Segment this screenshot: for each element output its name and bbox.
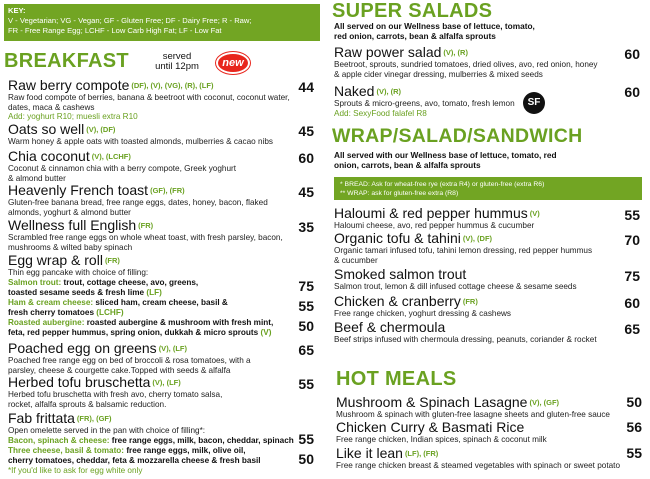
item-price: 50 (626, 394, 642, 410)
option-text: free range eggs, milk, olive oil, (126, 445, 246, 455)
option-text: fresh cherry tomatoes (8, 307, 95, 317)
item-name: Smoked salmon trout (334, 266, 467, 282)
menu-item (8, 253, 300, 338)
item-price: 60 (624, 46, 640, 62)
key-title: KEY: (8, 6, 26, 15)
item-desc: Mushroom & spinach with gluten-free lasagne sheets and gluten-free sauce (336, 410, 610, 419)
menu-item (8, 122, 293, 147)
item-price: 56 (626, 419, 642, 435)
item-price: 50 (298, 451, 314, 467)
item-price: 60 (624, 84, 640, 100)
item-tags: (LF), (FR) (404, 449, 439, 458)
super-salads-title: SUPER SALADS (332, 0, 493, 22)
item-desc: Scrambled free range eggs on whole wheat toast, with fresh parsley, bacon, (8, 233, 283, 242)
item-name: Fab frittata (8, 410, 75, 426)
item-name: Raw power salad (334, 44, 442, 60)
item-tags: (V), (LF) (158, 344, 188, 353)
option-label: Bacon, spinach & cheese: (8, 435, 110, 445)
item-tags: (V), (R) (376, 87, 402, 96)
served-note (145, 52, 209, 72)
menu-item (8, 183, 293, 217)
item-desc: Raw food compote of berries, banana & beetroot with coconut, coconut water, (8, 93, 290, 102)
option-line (8, 308, 300, 318)
item-tags: (V), (DF) (86, 125, 116, 134)
item-tags: (FR), (GF) (76, 414, 112, 423)
intro-line: All served with our Wellness base of lettuce, tomato, red (334, 150, 557, 160)
item-tags: (FR) (462, 297, 478, 306)
item-desc: rocket, alfalfa sprouts & balsamic reduction. (8, 399, 167, 409)
option-text: cherry tomatoes, cheddar, feta & mozzarella cheese & fresh basil (8, 455, 261, 465)
item-name: Beef & chermoula (334, 319, 446, 335)
option-line (8, 278, 300, 288)
sexyfood-logo: SF (523, 92, 545, 114)
menu-key (4, 4, 320, 41)
item-desc: & apple cider vinegar dressing, mulberries & mixed seeds (334, 69, 543, 79)
item-price: 45 (298, 123, 314, 139)
super-salads-intro (334, 21, 634, 41)
item-price: 55 (626, 445, 642, 461)
item-desc: Warm honey & apple oats with toasted almonds, mulberries & cacao nibs (8, 137, 274, 146)
option-line (8, 456, 300, 466)
item-price: 45 (298, 184, 314, 200)
option-line (8, 318, 300, 328)
frittata-note: *If you'd like to ask for egg white only (8, 465, 143, 475)
option-label: Roasted aubergine: (8, 317, 85, 327)
intro-line: red onion, carrots, bean & alfalfa sprouts (334, 31, 496, 41)
intro-line: All served on our Wellness base of lettuce, tomato, (334, 21, 535, 31)
new-badge: new (216, 52, 250, 74)
item-tags: (V) (529, 209, 540, 218)
item-desc: & cucumber (334, 255, 378, 265)
item-name: Wellness full English (8, 217, 137, 233)
item-add: Add: SexyFood falafel R8 (334, 108, 427, 118)
item-price: 50 (298, 318, 314, 334)
served-line-2: until 12pm (155, 61, 199, 72)
option-text: free range eggs, milk, bacon, cheddar, spinach (111, 435, 294, 445)
item-price: 65 (624, 321, 640, 337)
item-add: Add: yoghurt R10; muesli extra R10 (8, 112, 138, 122)
item-desc: Organic tamari infused tofu, tahini lemon dressing, red pepper hummus (334, 246, 593, 255)
item-desc: Sprouts & micro-greens, avo, tomato, fresh lemon (334, 99, 515, 108)
hot-meals-title: HOT MEALS (336, 368, 457, 390)
option-tag: (V) (260, 327, 272, 337)
breakfast-title: BREAKFAST (4, 50, 129, 72)
item-desc: parsley, cheese & courgette cake.Topped with seeds & alfalfa (8, 365, 231, 375)
item-tags: (V), (R) (443, 48, 468, 57)
item-tags: (DF), (V), (VG), (R), (LF) (131, 81, 214, 90)
option-line (8, 328, 300, 338)
item-name: Chia coconut (8, 148, 90, 164)
item-price: 35 (298, 219, 314, 235)
option-line (8, 298, 300, 308)
item-tags: (FR) (104, 256, 120, 265)
item-name: Poached egg on greens (8, 340, 157, 356)
menu-item (334, 231, 619, 265)
item-price: 60 (298, 150, 314, 166)
item-tags: (V), (LCHF) (91, 152, 131, 161)
item-price: 55 (624, 207, 640, 223)
item-desc: Free range chicken, Indian spices, spinach & coconut milk (336, 435, 547, 444)
option-line (8, 288, 300, 298)
option-label: Three cheese, basil & tomato: (8, 445, 125, 455)
item-name: Raw berry compote (8, 77, 130, 93)
item-name: Naked (334, 83, 375, 99)
item-name: Chicken Curry & Basmati Rice (336, 419, 525, 435)
item-price: 75 (624, 268, 640, 284)
item-desc: Coconut & cinnamon chia with a berry compote, Greek yoghurt (8, 164, 236, 173)
option-text: sliced ham, cream cheese, basil & (95, 297, 228, 307)
menu-item (336, 420, 626, 445)
item-name: Chicken & cranberry (334, 293, 461, 309)
item-tags: (V), (DF) (462, 234, 493, 243)
item-desc: Beetroot, sprouts, sundried tomatoes, dried olives, avo, red onion, honey (334, 60, 598, 69)
menu-item (8, 341, 293, 375)
item-desc: & almond butter (8, 173, 66, 183)
key-line-1: V - Vegetarian; VG - Vegan; GF - Gluten Free; DF - Dairy Free; R - Raw; (8, 16, 252, 25)
option-tag: (LF) (146, 287, 162, 297)
item-desc: dates, maca & cashews (8, 102, 95, 112)
item-desc: Open omelette served in the pan with choice of filling*: (8, 426, 206, 435)
item-desc: almonds, yoghurt & almond butter (8, 207, 131, 217)
item-name: Organic tofu & tahini (334, 230, 461, 246)
item-tags: (V), (LF) (152, 378, 181, 387)
intro-line: onion, carrots, bean & alfalfa sprouts (334, 160, 481, 170)
menu-item (334, 84, 619, 118)
item-price: 55 (298, 431, 314, 447)
item-desc: Free range chicken, yoghurt dressing & cashews (334, 309, 512, 318)
wrap-intro (334, 150, 634, 170)
item-price: 70 (624, 232, 640, 248)
option-label: Salmon trout: (8, 277, 62, 287)
item-desc: Salmon trout, lemon & dill infused cottage cheese & sesame seeds (334, 282, 577, 291)
menu-item (336, 395, 626, 420)
option-text: trout, cottage cheese, avo, greens, (63, 277, 199, 287)
item-tags: (V), (GF) (529, 398, 560, 407)
item-name: Heavenly French toast (8, 182, 149, 198)
item-name: Oats so well (8, 121, 85, 137)
bread-wrap-note (334, 177, 642, 200)
menu-item (334, 267, 619, 292)
wrap-title: WRAP/SALAD/SANDWICH (332, 125, 583, 147)
option-text: toasted sesame seeds & fresh lime (8, 287, 145, 297)
menu-item (8, 411, 300, 475)
item-desc: Haloumi cheese, avo, red pepper hummus & cucumber (334, 221, 535, 230)
item-price: 55 (298, 376, 314, 392)
item-price: 60 (624, 295, 640, 311)
item-name: Like it lean (336, 445, 403, 461)
bread-note: * BREAD: Ask for wheat-free rye (extra R4) or gluten-free (extra R6) (340, 181, 545, 188)
item-tags: (FR) (138, 221, 154, 230)
item-name: Mushroom & Spinach Lasagne (336, 394, 528, 410)
menu-item (8, 78, 293, 122)
served-line-1: served (162, 51, 192, 62)
item-price: 44 (298, 79, 314, 95)
item-desc: mushrooms & wilted baby spinach (8, 242, 133, 252)
menu-item (336, 446, 636, 471)
menu-item (8, 375, 293, 409)
item-price: 55 (298, 298, 314, 314)
menu-item (334, 320, 624, 345)
item-desc: Beef strips infused with chermoula dressing, peanuts, coriander & rocket (334, 335, 597, 344)
menu-item (334, 45, 619, 79)
option-text: feta, red pepper hummus, spring onion, dukkah & micro sprouts (8, 327, 259, 337)
menu-item (8, 218, 293, 252)
menu-item (334, 206, 619, 231)
item-desc: Poached free range egg on bed of broccoli & rosa tomatoes, with a (8, 356, 251, 365)
item-desc: Thin egg pancake with choice of filling: (8, 268, 149, 277)
option-tag: (LCHF) (96, 307, 124, 317)
item-name: Haloumi & red pepper hummus (334, 205, 528, 221)
item-desc: Free range chicken breast & steamed vegetables with spinach or sweet potato (336, 461, 620, 470)
key-line-2: FR - Free Range Egg; LCHF - Low Carb High Fat; LF - Low Fat (8, 26, 222, 35)
menu-item (8, 149, 293, 183)
menu-item (334, 294, 619, 319)
item-price: 65 (298, 342, 314, 358)
option-line (8, 436, 300, 446)
item-desc: Gluten-free banana bread, free range eggs, dates, honey, bacon, flaked (8, 198, 268, 207)
item-desc: Herbed tofu bruschetta with fresh avo, cherry tomato salsa, (8, 390, 223, 399)
option-text: roasted aubergine & mushroom with fresh mint, (86, 317, 274, 327)
option-label: Ham & cream cheese: (8, 297, 94, 307)
item-price: 75 (298, 278, 314, 294)
item-tags: (GF), (FR) (150, 186, 185, 195)
item-name: Herbed tofu bruschetta (8, 374, 151, 390)
item-name: Egg wrap & roll (8, 252, 103, 268)
wrap-note: ** WRAP: ask for gluten-free extra (R8) (340, 190, 459, 197)
option-line (8, 446, 300, 456)
